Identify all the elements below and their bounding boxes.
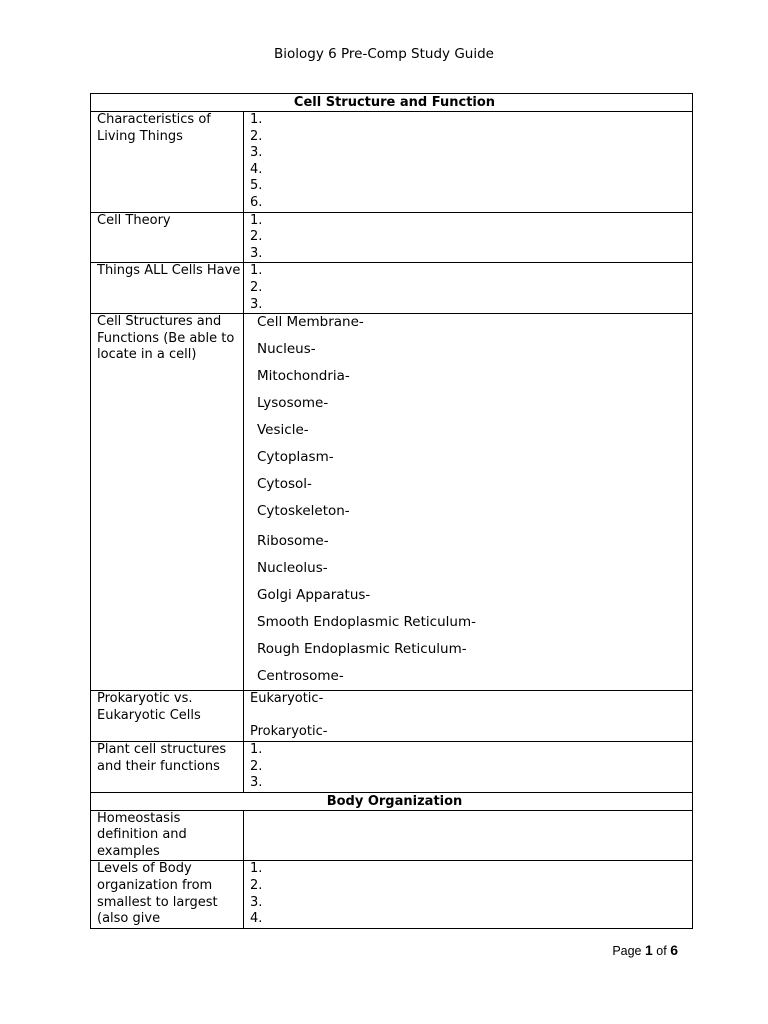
structure-item: Mitochondria- xyxy=(257,368,350,385)
section-header-body-organization xyxy=(91,792,693,810)
row-label: Characteristics of Living Things xyxy=(91,112,244,213)
structure-item: Centrosome- xyxy=(257,668,344,685)
table-row-characteristics xyxy=(91,112,693,213)
number-line: 2. xyxy=(250,279,263,295)
structure-item: Cell Membrane- xyxy=(257,314,364,331)
table-row-homeostasis xyxy=(91,810,693,861)
number-line: 1. xyxy=(250,112,263,127)
number-line: 3. xyxy=(250,145,263,161)
page-number: 1 xyxy=(645,942,653,958)
number-line: 3. xyxy=(250,894,263,910)
table-row-levels-of-organization xyxy=(91,861,693,928)
section-title: Cell Structure and Function xyxy=(91,94,693,112)
number-line: 1. xyxy=(250,263,263,279)
document-title: Biology 6 Pre-Comp Study Guide xyxy=(274,46,494,62)
blank-space xyxy=(250,708,692,725)
table-row-cell-theory xyxy=(91,212,693,263)
number-line: 5. xyxy=(250,178,263,194)
structure-item: Cytosol- xyxy=(257,476,312,493)
page-footer xyxy=(612,942,678,958)
structure-item: Cytoplasm- xyxy=(257,449,334,466)
structure-item: Vesicle- xyxy=(257,422,309,439)
row-label: Plant cell structures and their functions xyxy=(91,741,244,792)
number-line: 1. xyxy=(250,212,263,228)
number-line: 2. xyxy=(250,229,263,245)
table-row-plant-cell-structures xyxy=(91,741,693,792)
answer-cell xyxy=(244,691,693,742)
row-label: Things ALL Cells Have xyxy=(91,263,244,314)
answer-cell xyxy=(244,212,693,263)
answer-cell xyxy=(244,112,693,213)
answer-cell xyxy=(244,861,693,928)
number-line: 3. xyxy=(250,245,263,261)
structure-item: Smooth Endoplasmic Reticulum- xyxy=(257,614,476,631)
structures-list xyxy=(244,314,693,691)
number-line: 2. xyxy=(250,758,263,774)
number-line: 4. xyxy=(250,911,263,927)
page-word: Page xyxy=(612,944,642,958)
of-word: of xyxy=(656,944,667,958)
table-row-cell-structures xyxy=(91,314,693,691)
structure-item: Nucleus- xyxy=(257,341,316,358)
number-line: 2. xyxy=(250,128,263,144)
number-line: 3. xyxy=(250,296,263,312)
answer-cell xyxy=(244,741,693,792)
number-line: 6. xyxy=(250,194,263,210)
prokaryotic-label: Prokaryotic- xyxy=(250,724,328,740)
number-line: 3. xyxy=(250,775,263,791)
row-label: Levels of Body organization from smallest to largest (also give xyxy=(91,861,244,928)
eukaryotic-label: Eukaryotic- xyxy=(250,691,324,707)
number-line: 1. xyxy=(250,861,263,877)
page-total: 6 xyxy=(670,942,678,958)
structure-item: Nucleolus- xyxy=(257,560,328,577)
number-line: 2. xyxy=(250,878,263,894)
structure-item: Ribosome- xyxy=(257,533,329,550)
table-row-things-all-cells-have xyxy=(91,263,693,314)
answer-cell xyxy=(244,263,693,314)
row-label: Cell Structures and Functions (Be able to locate in a cell) xyxy=(91,314,244,691)
row-label: Homeostasis definition and examples xyxy=(91,810,244,861)
study-guide-table xyxy=(90,93,693,929)
row-label: Prokaryotic vs. Eukaryotic Cells xyxy=(91,691,244,742)
table-row-prokaryotic-eukaryotic xyxy=(91,691,693,742)
structure-item: Rough Endoplasmic Reticulum- xyxy=(257,641,467,658)
structure-item: Lysosome- xyxy=(257,395,329,412)
number-line: 4. xyxy=(250,161,263,177)
structure-item: Cytoskeleton- xyxy=(257,503,350,520)
row-label: Cell Theory xyxy=(91,212,244,263)
answer-cell xyxy=(244,810,693,861)
structure-item: Golgi Apparatus- xyxy=(257,587,371,604)
section-title: Body Organization xyxy=(91,792,693,810)
number-line: 1. xyxy=(250,741,263,757)
section-header-cell-structure xyxy=(91,94,693,112)
